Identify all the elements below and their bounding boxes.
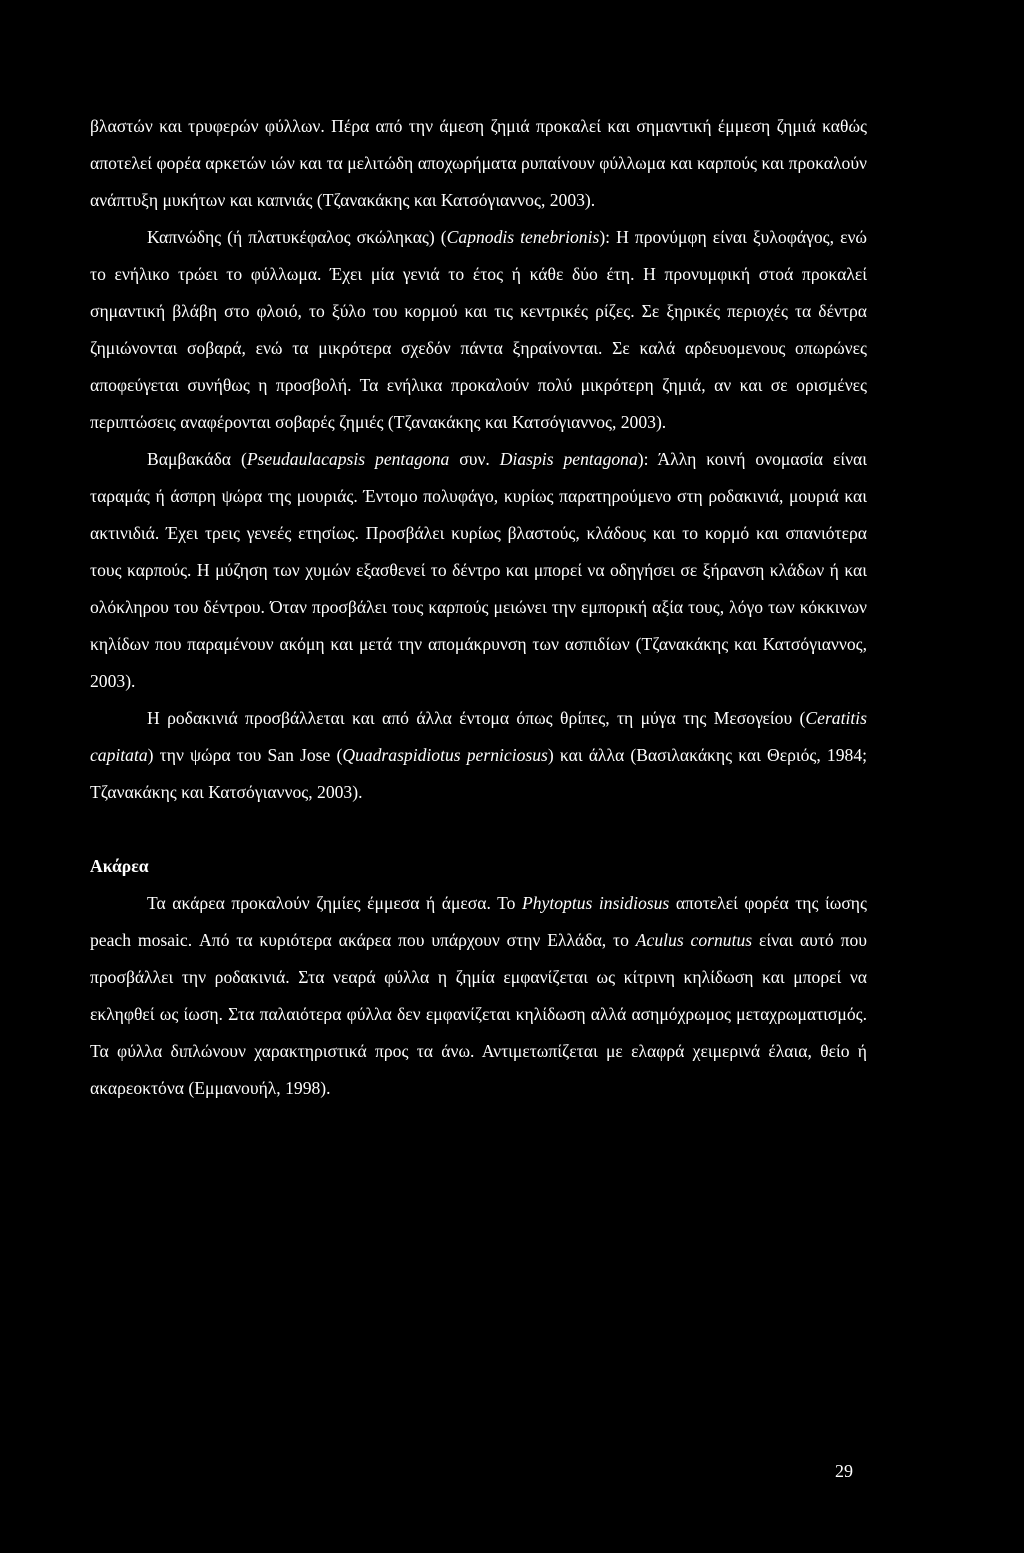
italic-text: Capnodis tenebrionis [446,227,600,247]
text-run: ): Άλλη κοινή ονομασία είναι ταραμάς ή άσπρη ψώρα της μουριάς. Έντομο πολυφάγο, κυρίως παρατηρούμενο στη ροδακινιά, μουριά και ακτινιδιά. Έχει τρεις γενεές ετησίως. Προσβάλει κυρίως βλαστούς, κλάδους και το κορμό και σπανιότερα τους καρπούς. Η μύζηση των χυμών εξασθενεί το δέντρο και μπορεί να οδηγήσει σε ξήρανση κλάδων ή και ολόκληρου του δέντρου. Όταν προσβάλει τους καρπούς μειώνει την εμπορική αξία τους, λόγο των κόκκινων κηλίδων που παραμένουν ακόμη και μετά την απομάκρυνση των ασπιδίων (Τζανακάκης και Κατσόγιαννος, 2003). [90,449,867,691]
text-run: Τα ακάρεα προκαλούν ζημίες έμμεσα ή άμεσα. Το [147,893,522,913]
text-run: συν. [449,449,500,469]
italic-text: Quadraspidiotus perniciosus [342,745,548,765]
paragraph [90,885,867,1107]
text-run: Καπνώδης (ή πλατυκέφαλος σκώληκας) ( [147,227,447,247]
italic-text: Phytoptus insidiosus [521,893,670,913]
text-run: αποτελεί φορέα της ίωσης peach mosaic. Από τα κυριότερα ακάρεα που υπάρχουν στην Ελλάδα, το [90,893,867,950]
text-run: ): Η προνύμφη είναι ξυλοφάγος, ενώ το ενήλικο τρώει το φύλλωμα. Έχει μία γενιά το έτος ή κάθε δύο έτη. Η προνυμφική στοά προκαλεί σημαντική βλάβη στο φλοιό, το ξύλο του κορμού και τις κεντρικές ρίζες. Σε ξηρικές περιοχές τα δέντρα ζημιώνονται σοβαρά, ενώ τα μικρότερα σχεδόν πάντα ξηραίνονται. Σε καλά αρδευομενους οπωρώνες αποφεύγεται συνήθως η προσβολή. Τα ενήλικα προκαλούν πολύ μικρότερη ζημιά, αν και σε ορισμένες περιπτώσεις αναφέρονται σοβαρές ζημιές (Τζανακάκης και Κατσόγιαννος, 2003). [90,227,867,432]
paragraph-list [90,108,867,811]
text-run: είναι αυτό που προσβάλλει την ροδακινιά. Στα νεαρά φύλλα η ζημία εμφανίζεται ως κίτρινη κηλίδωση και μπορεί να εκληφθεί ως ίωση. Στα παλαιότερα φύλλα δεν εμφανίζεται κηλίδωση αλλά ασημόχρωμος μεταχρωματισμός. Τα φύλλα διπλώνουν χαρακτηριστικά προς τα άνω. Αντιμετωπίζεται με ελαφρά χειμερινά έλαια, θείο ή ακαρεοκτόνα (Εμμανουήλ, 1998). [90,930,867,1098]
paragraph [90,219,867,441]
paragraph [90,108,867,219]
italic-text: Aculus cornutus [635,930,753,950]
text-run: ) και άλλα (Βασιλακάκης και Θεριός, 1984; Τζανακάκης και Κατσόγιαννος, 2003). [90,745,868,802]
paragraph [90,441,867,700]
text-run: ) την ψώρα του San Jose ( [147,745,343,765]
text-run: βλαστών και τρυφερών φύλλων. Πέρα από την άμεση ζημιά προκαλεί και σημαντική έμμεση ζημιά καθώς αποτελεί φορέα αρκετών ιών και τα μελιτώδη αποχωρήματα ρυπαίνουν φύλλωμα και καρπούς και προκαλούν ανάπτυξη μυκήτων και καπνιάς (Τζανακάκης και Κατσόγιαννος, 2003). [90,116,867,210]
italic-text: Ceratitis capitata [90,708,867,765]
section-heading: Ακάρεα [90,856,149,876]
text-run: Βαμβακάδα ( [147,449,247,469]
italic-text: Pseudaulacapsis pentagona [246,449,450,469]
page-number: 29 [835,1461,853,1481]
italic-text: Diaspis pentagona [499,449,638,469]
text-run: Η ροδακινιά προσβάλλεται και από άλλα έντομα όπως θρίπες, τη μύγα της Μεσογείου ( [147,708,806,728]
paragraph [90,700,867,811]
body-text [90,108,867,1107]
section-paragraph-list [90,885,867,1107]
